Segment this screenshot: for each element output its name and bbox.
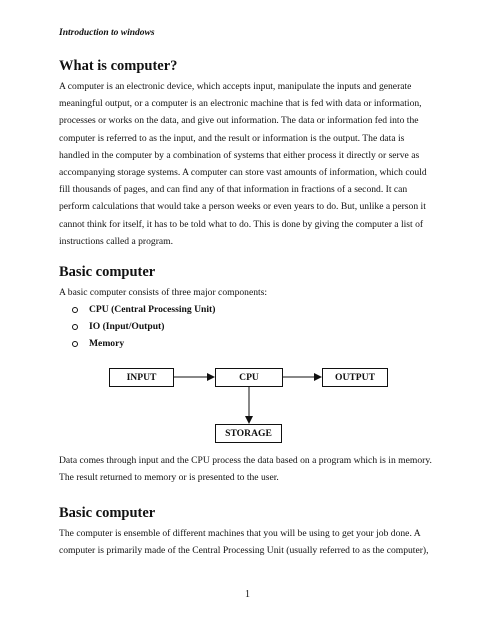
running-header: Introduction to windows bbox=[59, 28, 155, 38]
bullet-icon bbox=[72, 307, 78, 313]
list-item: CPU (Central Processing Unit) bbox=[72, 301, 215, 318]
paragraph-basic-computer-2 bbox=[59, 525, 439, 559]
box-storage: STORAGE bbox=[215, 424, 282, 443]
bullet-icon bbox=[72, 341, 78, 347]
text-line: perform calculations that would take a person weeks or even years to do. But, unlike a person it bbox=[59, 201, 426, 213]
heading-basic-computer-2: Basic computer bbox=[59, 505, 156, 521]
heading-what-is-computer: What is computer? bbox=[59, 58, 178, 74]
page-number: 1 bbox=[245, 589, 250, 600]
text-line: fill thousands of pages, and can find any of that information in fractions of a second. It can bbox=[59, 184, 408, 196]
text-line: computer is referred to as the input, and the result or information is the output. The data is bbox=[59, 132, 405, 144]
text-line: The computer is ensemble of different machines that you will be using to get your job done. A bbox=[59, 528, 421, 539]
box-input: INPUT bbox=[109, 368, 174, 387]
paragraph-data-flow bbox=[59, 452, 439, 486]
bullet-icon bbox=[72, 324, 78, 330]
text-line: handled in the computer by a combination of systems that either process it directly or serve as bbox=[59, 149, 420, 161]
box-cpu: CPU bbox=[215, 368, 283, 387]
text-line: cannot think for itself, it has to be told what to do. This is done by giving the computer a list of bbox=[59, 218, 424, 230]
text-line: A computer is an electronic device, which accepts input, manipulate the inputs and generate bbox=[59, 81, 412, 92]
text-line: instructions called a program. bbox=[59, 235, 174, 247]
text-line: Data comes through input and the CPU process the data based on a program which is in memory. bbox=[59, 455, 432, 466]
text-line: accompanying storage systems. A computer can store vast amounts of information, which could bbox=[59, 167, 427, 179]
list-item: IO (Input/Output) bbox=[72, 318, 215, 335]
text-line: The result returned to memory or is presented to the user. bbox=[59, 472, 279, 484]
paragraph-what-is-computer bbox=[59, 78, 439, 250]
list-item: Memory bbox=[72, 335, 215, 352]
heading-basic-computer: Basic computer bbox=[59, 264, 156, 280]
text-line: meaningful output, or a computer is an electronic machine that is fed with data or information, bbox=[59, 98, 422, 110]
text-line: processes or works on the data, and give out information. The data or information fed into the bbox=[59, 115, 419, 127]
text-line: computer is primarily made of the Central Processing Unit (usually referred to as the computer), bbox=[59, 545, 429, 557]
component-list bbox=[72, 301, 215, 353]
basic-computer-intro: A basic computer consists of three major components: bbox=[59, 287, 268, 298]
box-output: OUTPUT bbox=[322, 368, 388, 387]
